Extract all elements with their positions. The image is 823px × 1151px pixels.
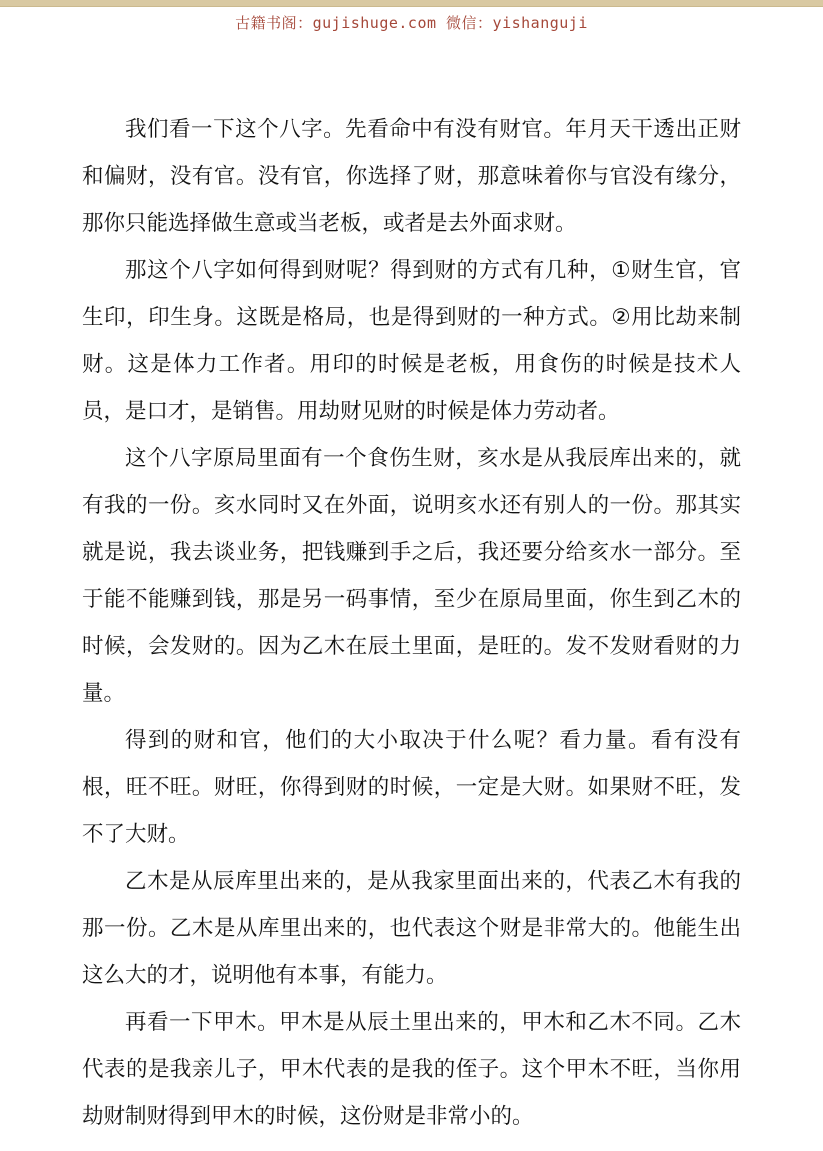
header-accent-bar xyxy=(0,0,823,7)
paragraph: 再看一下甲木。甲木是从辰土里出来的，甲木和乙木不同。乙木代表的是我亲儿子，甲木代表的是我的侄子。这个甲木不旺，当你用劫财制财得到甲木的时候，这份财是非常小的。 xyxy=(82,1010,741,1128)
site-watermark-text: 古籍书阁：gujishuge.com 微信：yishanguji xyxy=(235,14,588,32)
paragraph: 这个八字原局里面有一个食伤生财，亥水是从我辰库出来的，就有我的一份。亥水同时又在外面，说明亥水还有别人的一份。那其实就是说，我去谈业务，把钱赚到手之后，我还要分给亥水一部分。至于能不能赚到钱，那是另一码事情，至少在原局里面，你生到乙木的时候，会发财的。因为乙木在辰土里面，是旺的。发不发财看财的力量。 xyxy=(82,446,741,705)
paragraph: 得到的财和官，他们的大小取决于什么呢？看力量。看有没有根，旺不旺。财旺，你得到财的时候，一定是大财。如果财不旺，发不了大财。 xyxy=(82,728,741,846)
paragraph: 那这个八字如何得到财呢？得到财的方式有几种，①财生官，官生印，印生身。这既是格局，也是得到财的一种方式。②用比劫来制财。这是体力工作者。用印的时候是老板，用食伤的时候是技术人员，是口才，是销售。用劫财见财的时候是体力劳动者。 xyxy=(82,258,741,423)
paragraph: 我们看一下这个八字。先看命中有没有财官。年月天干透出正财和偏财，没有官。没有官，你选择了财，那意味着你与官没有缘分，那你只能选择做生意或当老板，或者是去外面求财。 xyxy=(82,117,741,235)
paragraph: 乙木是从辰库里出来的，是从我家里面出来的，代表乙木有我的那一份。乙木是从库里出来的，也代表这个财是非常大的。他能生出这么大的才，说明他有本事，有能力。 xyxy=(82,869,741,987)
document-body xyxy=(82,106,741,1140)
